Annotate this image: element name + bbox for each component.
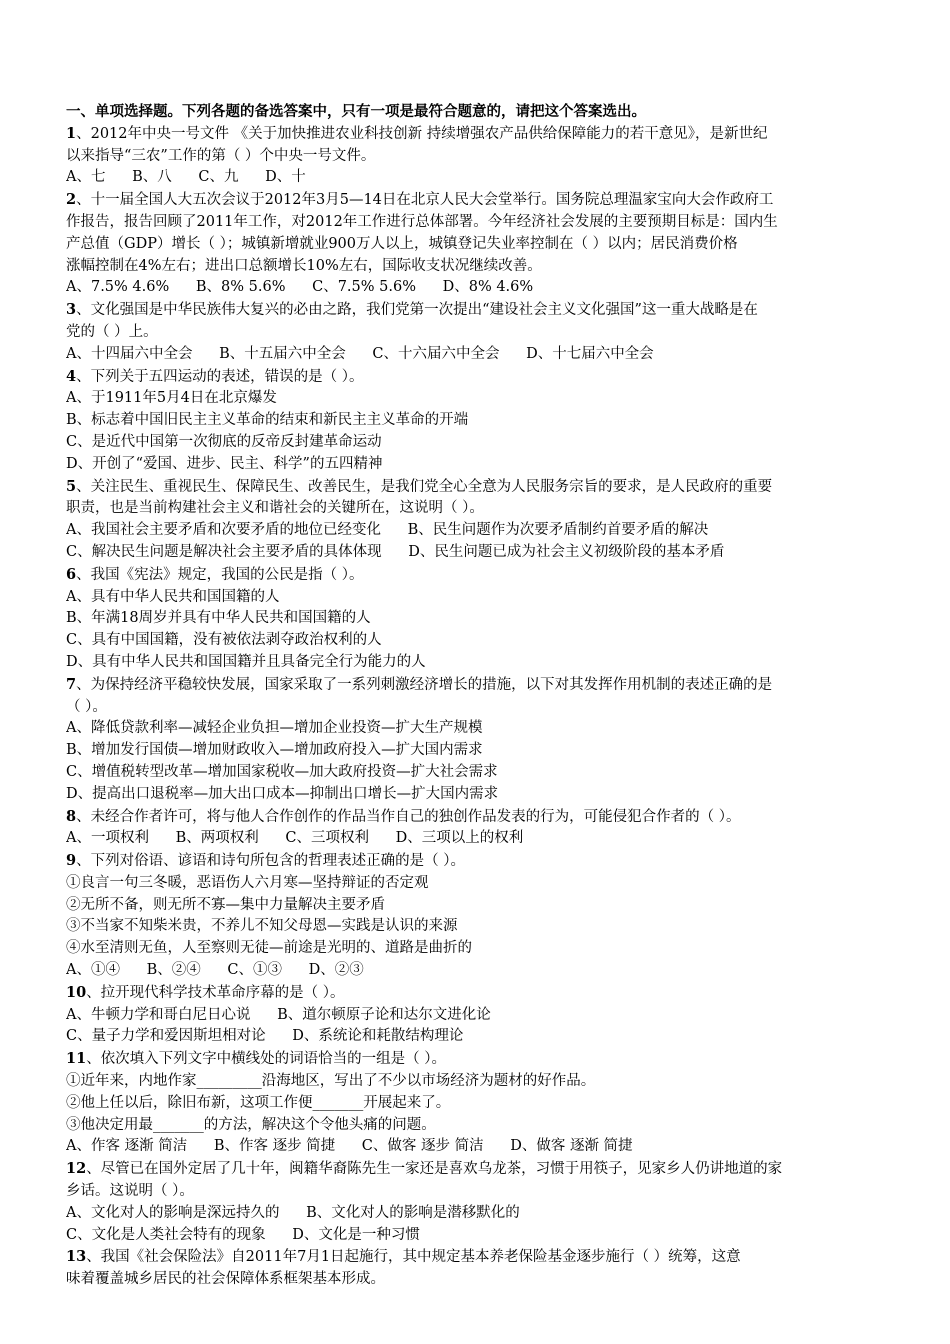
option-d: D、系统论和耗散结构理论 (292, 1028, 464, 1045)
question-6: 6、我国《宪法》规定，我国的公民是指（ ）。 (66, 565, 364, 583)
question-1: 1、2012年中央一号文件 《关于加快推进农业科技创新 持续增强农产品供给保障能力的若干意见》，是新世纪 (66, 124, 768, 142)
question-7: 7、为保持经济平稳较快发展，国家采取了一系列刺激经济增长的措施，以下对其发挥作用机制的表述正确的是 (66, 675, 773, 693)
option-a: A、于1911年5月4日在北京爆发 (66, 390, 277, 407)
question-number: 2 (66, 191, 77, 209)
option-d: D、②③ (308, 962, 364, 979)
option-d: D、8% 4.6% (442, 279, 534, 296)
question-number: 7 (66, 675, 77, 693)
options-row (66, 960, 890, 982)
question-10: 10、拉开现代科学技术革命序幕的是（ ）。 (66, 983, 345, 1001)
options-row (66, 1005, 890, 1027)
option-d: D、具有中华人民共和国国籍并且具备完全行为能力的人 (66, 653, 426, 670)
question-text: 乡话。这说明（ ）。 (66, 1183, 194, 1200)
question-13: 13、我国《社会保险法》自2011年7月1日起施行，其中规定基本养老保险基金逐步施行（ ）统筹，这意 (66, 1248, 741, 1266)
option-d: D、三项以上的权利 (395, 830, 524, 847)
option-d: D、做客 逐渐 简捷 (510, 1138, 633, 1155)
question-number: 11 (66, 1050, 87, 1068)
statement-item: ①良言一句三冬暖，恶语伤人六月寒—坚持辩证的否定观 (66, 874, 429, 891)
option-b: B、8% 5.6% (195, 279, 286, 296)
option-c: C、十六届六中全会 (372, 345, 500, 362)
statement-item: ②无所不备，则无所不寡—集中力量解决主要矛盾 (66, 896, 385, 913)
statement-item: ①近年来，内地作家_________沿海地区，写出了不少以市场经济为题材的好作品。 (66, 1073, 596, 1090)
option-b: B、民生问题作为次要矛盾制约首要矛盾的解决 (407, 522, 709, 539)
option-a: A、牛顿力学和哥白尼日心说 (66, 1006, 251, 1023)
option-b: B、标志着中国旧民主主义革命的结束和新民主主义革命的开端 (66, 412, 469, 429)
option-b: B、增加发行国债—增加财政收入—增加政府投入—扩大国内需求 (66, 742, 483, 759)
option-a: A、具有中华人民共和国国籍的人 (66, 588, 280, 605)
option-c: C、解决民生问题是解决社会主要矛盾的具体体现 (66, 543, 382, 560)
statement-item: ③不当家不知柴米贵，不养儿不知父母恩—实践是认识的来源 (66, 918, 458, 935)
question-text: （ ）。 (66, 698, 107, 715)
option-a: A、文化对人的影响是深远持久的 (66, 1204, 280, 1221)
section-title: 一、单项选择题。下列各题的备选答案中，只有一项是最符合题意的，请把这个答案选出。 (66, 103, 646, 120)
option-c: C、做客 逐步 简洁 (361, 1138, 484, 1155)
question-text: 产总值（GDP）增长（ ）；城镇新增就业900万人以上，城镇登记失业率控制在（ ）以内；居民消费价格 (66, 235, 738, 252)
question-4: 4、下列关于五四运动的表述，错误的是（ ）。 (66, 367, 364, 385)
question-number: 8 (66, 807, 77, 825)
option-b: B、十五届六中全会 (219, 345, 346, 362)
option-a: A、七 (66, 169, 106, 186)
option-c: C、①③ (227, 962, 282, 979)
question-number: 6 (66, 565, 77, 583)
question-number: 4 (66, 367, 77, 385)
question-number: 10 (66, 983, 87, 1001)
option-c: C、文化是人类社会特有的现象 (66, 1226, 266, 1243)
option-c: C、三项权利 (285, 830, 369, 847)
option-b: B、文化对人的影响是潜移默化的 (306, 1204, 520, 1221)
options-row (66, 277, 890, 299)
option-a: A、我国社会主要矛盾和次要矛盾的地位已经变化 (66, 522, 381, 539)
question-2: 2、十一届全国人大五次会议于2012年3月5—14日在北京人民大会堂举行。国务院总理温家宝向大会作政府工 (66, 191, 774, 209)
option-d: D、文化是一种习惯 (292, 1226, 420, 1243)
option-c: C、增值税转型改革—增加国家税收—加大政府投资—扩大社会需求 (66, 763, 498, 780)
options-row (66, 1136, 890, 1158)
statement-item: ③他决定用最_______的方法，解决这个令他头痛的问题。 (66, 1116, 436, 1133)
question-12: 12、尽管已在国外定居了几十年，闽籍华裔陈先生一家还是喜欢乌龙茶，习惯于用筷子，见家乡人仍讲地道的家 (66, 1160, 783, 1178)
question-number: 9 (66, 852, 77, 870)
option-c: C、量子力学和爱因斯坦相对论 (66, 1028, 266, 1045)
question-number: 5 (66, 477, 77, 495)
question-number: 1 (66, 124, 77, 142)
statement-item: ②他上任以后，除旧布新，这项工作便_______开展起来了。 (66, 1094, 451, 1111)
options-row (66, 520, 890, 542)
question-3: 3、文化强国是中华民族伟大复兴的必由之路，我们党第一次提出“建设社会主义文化强国”这一重大战略是在 (66, 301, 758, 319)
option-a: A、一项权利 (66, 830, 149, 847)
option-a: A、作客 逐渐 简洁 (66, 1138, 188, 1155)
question-number: 12 (66, 1160, 87, 1178)
options-row (66, 1203, 890, 1225)
option-a: A、十四届六中全会 (66, 345, 193, 362)
options-row (66, 1026, 890, 1048)
option-d: D、十七届六中全会 (526, 345, 654, 362)
options-row (66, 1225, 890, 1247)
question-text: 职责，也是当前构建社会主义和谐社会的关键所在，这说明（ ）。 (66, 500, 484, 517)
question-8: 8、未经合作者许可，将与他人合作创作的作品当作自己的独创作品发表的行为，可能侵犯合作者的（ ）。 (66, 807, 741, 825)
option-a: A、降低贷款利率—减轻企业负担—增加企业投资—扩大生产规模 (66, 720, 483, 737)
option-c: C、7.5% 5.6% (312, 279, 416, 296)
option-b: B、②④ (146, 962, 201, 979)
question-11: 11、依次填入下列文字中横线处的词语恰当的一组是（ ）。 (66, 1050, 447, 1068)
statement-item: ④水至清则无鱼，人至察则无徒—前途是光明的、道路是曲折的 (66, 940, 472, 957)
question-number: 3 (66, 301, 77, 319)
option-a: A、7.5% 4.6% (66, 279, 170, 296)
option-c: C、九 (198, 169, 239, 186)
option-c: C、具有中国国籍，没有被依法剥夺政治权利的人 (66, 632, 382, 649)
question-5: 5、关注民生、重视民生、保障民生、改善民生，是我们党全心全意为人民服务宗旨的要求，是人民政府的重要 (66, 477, 773, 495)
option-b: B、作客 逐步 简捷 (213, 1138, 336, 1155)
option-d: D、十 (265, 169, 306, 186)
options-row (66, 344, 890, 366)
question-text: 涨幅控制在4%左右；进出口总额增长10%左右，国际收支状况继续改善。 (66, 257, 542, 274)
option-b: B、道尔顿原子论和达尔文进化论 (277, 1006, 491, 1023)
option-b: B、两项权利 (175, 830, 259, 847)
option-c: C、是近代中国第一次彻底的反帝反封建革命运动 (66, 433, 382, 450)
options-row (66, 828, 890, 850)
question-text: 以来指导“三农”工作的第（ ）个中央一号文件。 (66, 147, 376, 164)
option-b: B、年满18周岁并具有中华人民共和国国籍的人 (66, 610, 371, 627)
option-a: A、①④ (66, 962, 120, 979)
option-d: D、民生问题已成为社会主义初级阶段的基本矛盾 (408, 543, 725, 560)
option-d: D、提高出口退税率—加大出口成本—抑制出口增长—扩大国内需求 (66, 785, 499, 802)
question-9: 9、下列对俗语、谚语和诗句所包含的哲理表述正确的是（ ）。 (66, 852, 465, 870)
question-text: 党的（ ）上。 (66, 323, 158, 340)
options-row (66, 542, 890, 564)
question-number: 13 (66, 1248, 87, 1266)
options-row (66, 167, 890, 189)
option-d: D、开创了“爱国、进步、民主、科学”的五四精神 (66, 455, 383, 472)
question-text: 作报告，报告回顾了2011年工作，对2012年工作进行总体部署。今年经济社会发展的主要预期目标是：国内生 (66, 213, 778, 230)
question-text: 味着覆盖城乡居民的社会保障体系框架基本形成。 (66, 1271, 385, 1288)
option-b: B、八 (132, 169, 172, 186)
